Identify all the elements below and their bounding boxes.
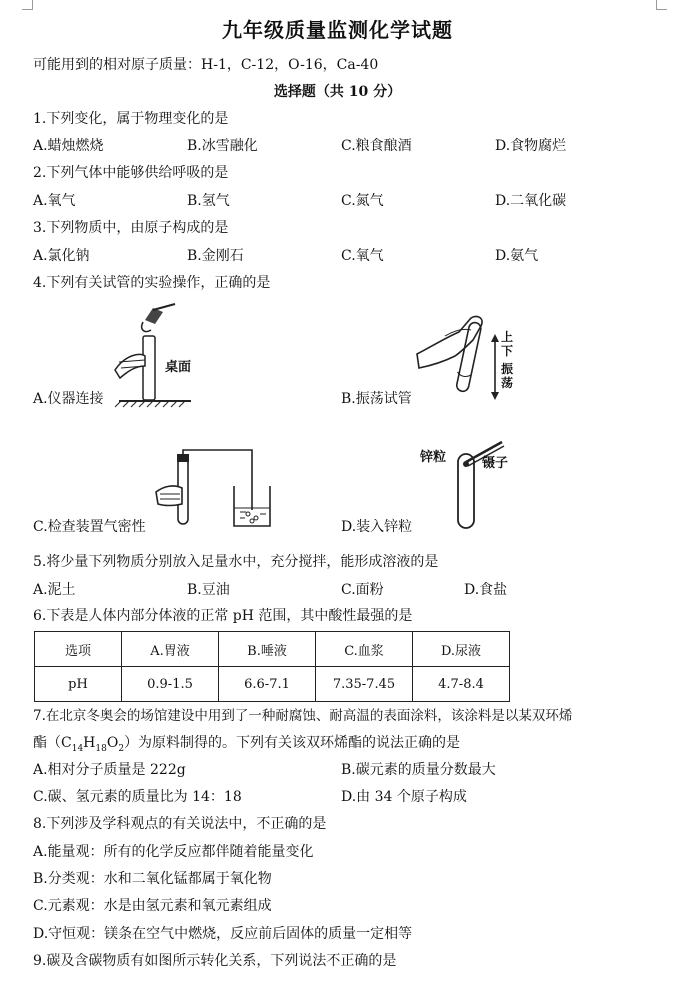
formula-subscript: 2 <box>118 743 125 754</box>
q4-option-b: B.振荡试管 <box>341 391 412 407</box>
q8-stem: 8.下列涉及学科观点的有关说法中，不正确的是 <box>33 816 327 832</box>
q3-stem: 3.下列物质中，由原子构成的是 <box>33 220 229 236</box>
ph-table <box>34 631 510 702</box>
table-row <box>35 632 510 667</box>
shake-label-1: 上 <box>501 330 514 344</box>
q7-option-a: A.相对分子质量是 222g <box>33 762 186 778</box>
q1-option-a: A.蜡烛燃烧 <box>33 138 104 154</box>
q5-option-d: D.食盐 <box>464 582 508 598</box>
figure-shaking-tube <box>415 308 525 404</box>
page-corner-mark <box>656 0 667 10</box>
q1-stem: 1.下列变化，属于物理变化的是 <box>33 111 229 127</box>
q7-option-d: D.由 34 个原子构成 <box>341 789 467 805</box>
table-cell: 7.35-7.45 <box>316 667 413 702</box>
q2-stem: 2.下列气体中能够供给呼吸的是 <box>33 165 229 181</box>
q1-option-c: C.粮食酿酒 <box>341 138 412 154</box>
formula-subscript: 18 <box>95 743 107 754</box>
q9-stem: 9.碳及含碳物质有如图所示转化关系，下列说法不正确的是 <box>33 953 397 969</box>
q8-option-b: B.分类观：水和二氧化锰都属于氧化物 <box>33 871 272 887</box>
q3-option-b: B.金刚石 <box>187 248 244 264</box>
q2-option-c: C.氮气 <box>341 193 384 209</box>
q7-stem-line2 <box>33 733 460 759</box>
tweezers-label: 镊子 <box>482 456 509 471</box>
atomic-mass-note: 可能用到的相对原子质量：H-1，C-12，O-16，Ca-40 <box>33 57 379 73</box>
q5-stem: 5.将少量下列物质分别放入足量水中，充分搅拌，能形成溶液的是 <box>33 554 439 570</box>
q3-option-d: D.氨气 <box>495 248 539 264</box>
table-header-cell: B.唾液 <box>219 632 316 667</box>
table-header-cell: D.尿液 <box>413 632 510 667</box>
formula-element: O <box>106 735 119 751</box>
shake-label-2: 下 <box>501 344 514 358</box>
q5-option-a: A.泥土 <box>33 582 76 598</box>
q8-option-d: D.守恒观：镁条在空气中燃烧，反应前后固体的质量一定相等 <box>33 926 413 942</box>
q8-option-a: A.能量观：所有的化学反应都伴随着能量变化 <box>33 844 314 860</box>
table-row <box>35 667 510 702</box>
figure-instrument-connection <box>105 300 205 410</box>
q5-option-c: C.面粉 <box>341 582 384 598</box>
q4-option-c: C.检查装置气密性 <box>33 519 146 535</box>
table-header-cell: 选项 <box>35 632 122 667</box>
formula-subscript: 14 <box>71 743 84 754</box>
figure-airtightness-check <box>152 448 272 530</box>
zinc-label: 锌粒 <box>420 450 447 465</box>
q1-option-d: D.食物腐烂 <box>495 138 567 154</box>
q2-option-a: A.氧气 <box>33 193 76 209</box>
section-title: 选择题（共 10 分） <box>273 84 402 100</box>
shake-label-3: 振 <box>501 362 514 376</box>
exam-title: 九年级质量监测化学试题 <box>222 18 453 42</box>
table-cell: 4.7-8.4 <box>413 667 510 702</box>
table-cell: 0.9-1.5 <box>122 667 219 702</box>
q1-option-b: B.冰雪融化 <box>187 138 258 154</box>
q3-option-a: A.氯化钠 <box>33 248 90 264</box>
q7-stem-line1: 7.在北京冬奥会的场馆建设中用到了一种耐腐蚀、耐高温的表面涂料，该涂料是以某双环烯 <box>33 708 573 724</box>
q4-option-a: A.仪器连接 <box>33 391 104 407</box>
table-header-cell: A.胃液 <box>122 632 219 667</box>
q6-stem: 6.下表是人体内部分体液的正常 pH 范围，其中酸性最强的是 <box>33 608 413 624</box>
q3-option-c: C.氧气 <box>341 248 384 264</box>
table-cell: 6.6-7.1 <box>219 667 316 702</box>
q2-option-d: D.二氧化碳 <box>495 193 567 209</box>
q4-option-d: D.装入锌粒 <box>341 519 413 535</box>
q7-stem-text: ）为原料制得的。下列有关该双环烯酯的说法正确的是 <box>124 735 461 751</box>
q7-option-c: C.碳、氢元素的质量比为 14：18 <box>33 789 242 805</box>
table-header-cell: C.血浆 <box>316 632 413 667</box>
q8-option-c: C.元素观：水是由氢元素和氧元素组成 <box>33 898 272 914</box>
q4-stem: 4.下列有关试管的实验操作，正确的是 <box>33 275 271 291</box>
q2-option-b: B.氢气 <box>187 193 230 209</box>
table-cell: pH <box>35 667 122 702</box>
page-corner-mark <box>22 0 33 10</box>
desk-label: 桌面 <box>165 360 192 375</box>
q5-option-b: B.豆油 <box>187 582 230 598</box>
figure-adding-zinc <box>420 440 530 532</box>
formula-element: H <box>83 735 96 751</box>
shake-label-4: 荡 <box>501 376 514 390</box>
q7-option-b: B.碳元素的质量分数最大 <box>341 762 496 778</box>
q7-stem-text: 酯（C <box>33 735 72 751</box>
